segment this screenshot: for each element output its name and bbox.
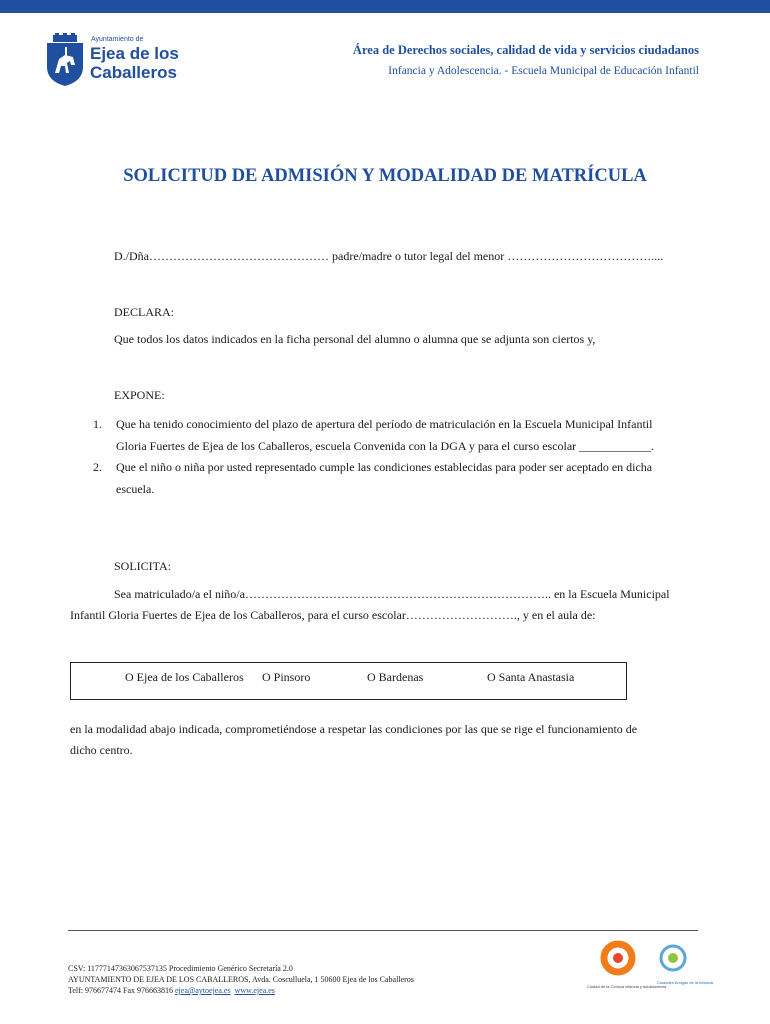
solicita-line2: Infantil Gloria Fuertes de Ejea de los Caballeros, para el curso escolar………………………., y en el aula de: xyxy=(70,608,596,622)
department-subarea: Infancia y Adolescencia. - Escuela Municipal de Educación Infantil xyxy=(388,65,699,77)
coat-of-arms-icon xyxy=(45,33,85,87)
footer-website-link[interactable]: www.ejea.es xyxy=(234,986,275,995)
municipality-logo xyxy=(45,33,179,89)
ciudades-amigas-text: Ciudades Amigas de la Infancia xyxy=(657,980,714,985)
classroom-option-santa-anastasia[interactable]: O Santa Anastasia xyxy=(487,670,575,684)
classroom-option-pinsoro[interactable]: O Pinsoro xyxy=(262,670,311,684)
expone-item-number: 2. xyxy=(93,460,102,474)
solicita-heading: SOLICITA: xyxy=(114,559,172,573)
footer-csv: CSV: 11777147363067537135 Procedimiento Genérico Secretaría 2.0 xyxy=(68,964,293,973)
ciudad-infancia-text: Ciudad de la Cenicia infancia y adolescencia xyxy=(587,984,667,989)
orange-ring-icon xyxy=(585,940,643,980)
document-title: SOLICITUD DE ADMISIÓN Y MODALIDAD DE MATRÍCULA xyxy=(123,166,647,186)
logo-name-line2: Caballeros xyxy=(90,63,177,82)
ciudades-amigas-badge xyxy=(655,942,714,998)
expone-item-2-line2: escuela. xyxy=(116,482,155,496)
expone-item-1-line2: Gloria Fuertes de Ejea de los Caballeros, escuela Convenida con la DGA y para el curso escolar ____________. xyxy=(116,439,655,453)
declara-text: Que todos los datos indicados en la ficha personal del alumno o alumna que se adjunta son ciertos y, xyxy=(114,332,596,346)
solicita-line1: Sea matriculado/a el niño/a………………………………………………………………….. en la Escuela Municipal xyxy=(114,587,670,601)
ciudades-amigas-icon xyxy=(655,942,695,978)
footer-address: AYUNTAMIENTO DE EJEA DE LOS CABALLEROS, Avda. Cosculluela, 1 50600 Ejea de los Caballeros xyxy=(68,975,414,984)
department-area: Área de Derechos sociales, calidad de vida y servicios ciudadanos xyxy=(352,43,699,57)
footer-email-link[interactable]: ejea@aytoejea.es xyxy=(175,986,231,995)
classroom-option-bardenas[interactable]: O Bardenas xyxy=(367,670,424,684)
expone-item-1-line1: Que ha tenido conocimiento del plazo de apertura del período de matriculación en la Escuela Municipal Infantil xyxy=(116,417,653,431)
expone-item-number: 1. xyxy=(93,417,102,431)
footer-divider xyxy=(68,930,698,931)
closing-line1: en la modalidad abajo indicada, comprometiéndose a respetar las condiciones por las que se rige el funcionamiento de xyxy=(70,722,638,736)
logo-caption: Ayuntamiento de xyxy=(91,36,144,43)
classroom-option-ejea[interactable]: O Ejea de los Caballeros xyxy=(125,670,244,684)
ciudad-infancia-badge xyxy=(585,940,667,1000)
footer-phone: Telf: 976677474 Fax 976663816 xyxy=(68,986,175,995)
expone-item-2-line1: Que el niño o niña por usted representado cumple las condiciones establecidas para poder ser aceptado en dicha xyxy=(116,460,653,474)
closing-line2: dicho centro. xyxy=(70,743,133,757)
applicant-line: D./Dña……………………………………… padre/madre o tutor legal del menor ……………………………….... xyxy=(114,249,664,263)
footer-contact xyxy=(68,986,275,995)
expone-heading: EXPONE: xyxy=(114,388,165,402)
top-accent-bar xyxy=(0,0,770,13)
declara-heading: DECLARA: xyxy=(114,305,174,319)
logo-name-line1: Ejea de los xyxy=(90,44,179,63)
